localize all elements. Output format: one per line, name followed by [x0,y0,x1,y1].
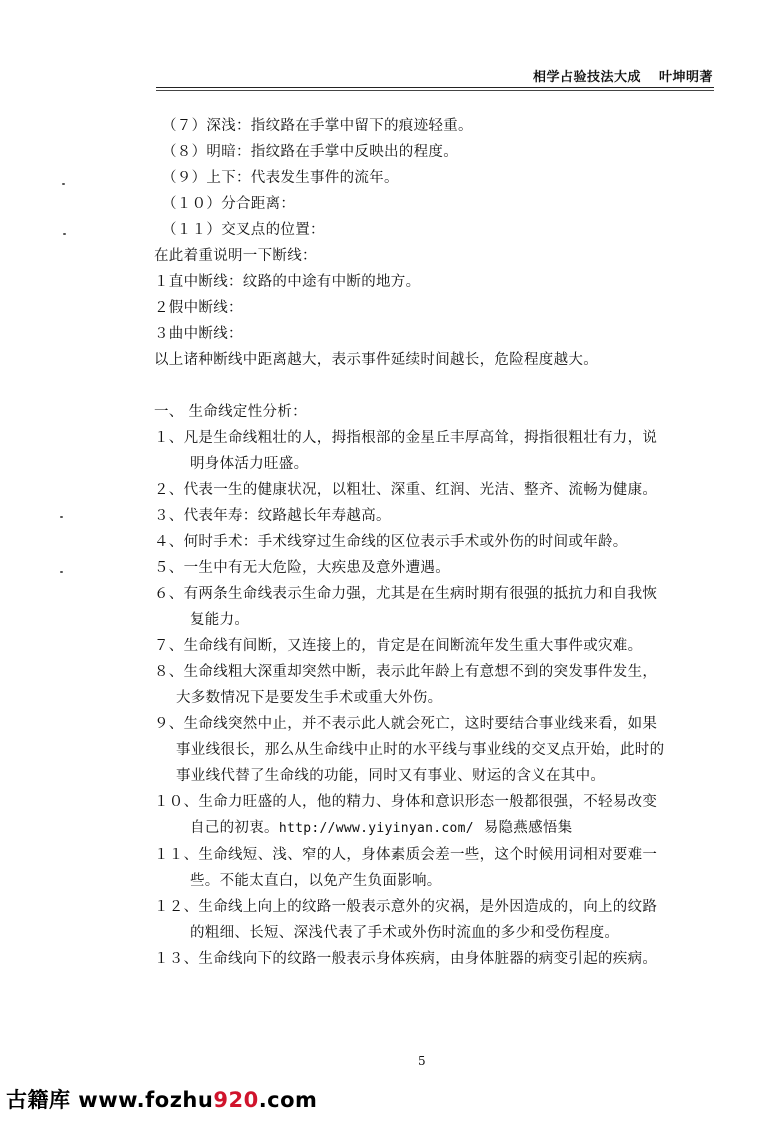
list-item [154,711,714,789]
watermark-prefix: 古籍库 www.fozhu [6,1088,214,1112]
item-continuation-text: 自己的初衷。 [190,820,279,836]
item-text: 生命线有间断，又连接上的，肯定是在间断流年发生重大事件或灾难。 [183,638,643,654]
url-caption: 易隐燕感悟集 [483,820,573,836]
list-item [154,503,714,529]
page-body [154,113,714,972]
item-number: １２、 [154,899,199,915]
text-line: ２假中断线： [154,300,243,316]
header-rule [156,87,714,88]
item-text: 生命线上向上的纹路一般表示意外的灾祸，是外因造成的，向上的纹路 [198,899,658,915]
list-item [154,789,714,842]
text-line: （１１）交叉点的位置： [162,222,325,238]
running-header [533,66,713,85]
text-line: （１０）分合距离： [162,196,296,212]
item-text: 生命线粗大深重却突然中断，表示此年龄上有意想不到的突发事件发生， [183,664,658,680]
website-url: http://www.yiyinyan.com/ [278,821,474,836]
text-line: ３曲中断线： [154,326,243,342]
site-watermark [6,1084,317,1114]
list-item [154,555,714,581]
item-text: 生命线突然中止，并不表示此人就会死亡，这时要结合事业线来看，如果 [183,716,658,732]
text-line: 在此着重说明一下断线： [154,248,317,264]
list-item [154,529,714,555]
section-heading: 一、 生命线定性分析： [154,404,307,420]
item-number: ２、 [154,482,184,498]
item-number: １０、 [154,794,199,810]
item-text: 凡是生命线粗壮的人，拇指根部的金星丘丰厚高耸，拇指很粗壮有力，说 [183,430,658,446]
book-title: 相学占验技法大成 [532,70,641,85]
list-item [154,633,714,659]
list-item [154,581,714,633]
text-line: （７）深浅：指纹路在手掌中留下的痕迹轻重。 [162,118,473,134]
item-number: ６、 [154,586,184,602]
text-line: １直中断线：纹路的中途有中断的地方。 [154,274,421,290]
item-text: 生命线短、浅、窄的人，身体素质会差一些，这个时候用词相对要难一 [198,847,658,863]
page-number: 5 [418,1054,426,1068]
item-text: 有两条生命线表示生命力强，尤其是在生病时期有很强的抵抗力和自我恢 [183,586,658,602]
paragraph-gap [154,373,714,399]
watermark-digits: 920 [213,1088,259,1112]
item-continuation: 事业线代替了生命线的功能，同时又有事业、财运的含义在其中。 [176,768,606,784]
item-continuation: 的粗细、长短、深浅代表了手术或外伤时流血的多少和受伤程度。 [190,925,620,941]
scan-speck [62,183,65,185]
item-text: 生命力旺盛的人，他的精力、身体和意识形态一般都很强，不轻易改变 [198,794,658,810]
scan-speck [63,233,66,235]
item-number: ３、 [154,508,184,524]
item-continuation [184,815,714,842]
item-number: ９、 [154,716,184,732]
list-item [154,477,714,503]
scan-speck [60,571,63,573]
item-continuation: 复能力。 [190,612,250,628]
list-item [154,894,714,946]
list-item [154,659,714,711]
item-text: 代表年寿：纹路越长年寿越高。 [183,508,391,524]
list-item [154,946,714,972]
text-line: （９）上下：代表发生事件的流年。 [162,170,399,186]
item-number: １１、 [154,847,199,863]
text-line: 以上诸种断线中距离越大，表示事件延续时间越长，危险程度越大。 [154,352,598,368]
item-number: ８、 [154,664,184,680]
item-number: ７、 [154,638,184,654]
header-rule-thin [156,90,714,91]
list-item [154,425,714,477]
item-text: 何时手术：手术线穿过生命线的区位表示手术或外伤的时间或年龄。 [183,534,628,550]
item-text: 代表一生的健康状况，以粗壮、深重、红润、光洁、整齐、流畅为健康。 [183,482,658,498]
item-continuation: 些。不能太直白，以免产生负面影响。 [190,873,442,889]
scan-speck [60,516,63,518]
item-continuation: 明身体活力旺盛。 [190,456,309,472]
item-number: １３、 [154,951,199,967]
watermark-suffix: .com [258,1088,318,1112]
list-item [154,842,714,894]
item-text: 一生中有无大危险，大疾患及意外遭遇。 [183,560,451,576]
author-name: 叶坤明著 [658,70,713,85]
item-number: ４、 [154,534,184,550]
text-line: （８）明暗：指纹路在手掌中反映出的程度。 [162,144,458,160]
item-number: ５、 [154,560,184,576]
item-continuation: 大多数情况下是要发生手术或重大外伤。 [176,690,443,706]
item-number: １、 [154,430,184,446]
item-continuation: 事业线很长，那么从生命线中止时的水平线与事业线的交叉点开始，此时的 [176,742,665,758]
item-text: 生命线向下的纹路一般表示身体疾病，由身体脏器的病变引起的疾病。 [198,951,658,967]
